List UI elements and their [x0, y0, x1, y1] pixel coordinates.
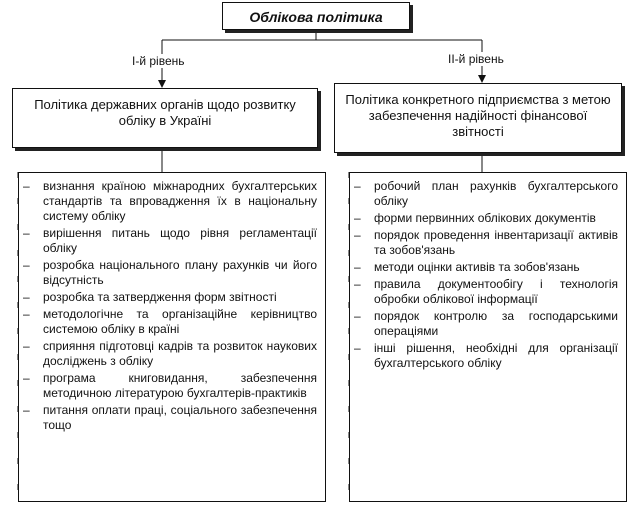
list-item: – робочий план рахунків бухгалтерського обліку [360, 179, 618, 209]
list-item: – порядок контролю за господарськими операціями [360, 309, 618, 339]
left-heading-box [12, 88, 318, 148]
title-text: Облікова політика [249, 9, 383, 25]
list-item: – правила документообігу і технологія обробки облікової інформації [360, 277, 618, 307]
list-item: – методологічне та організаційне керівництво системою обліку в країні [29, 307, 317, 337]
list-item: – методи оцінки активів та зобов'язань [360, 260, 618, 275]
left-list-box [18, 172, 326, 502]
list-item: – форми первинних облікових документів [360, 211, 618, 226]
list-item: – інші рішення, необхідні для організації бухгалтерського обліку [360, 341, 618, 371]
list-item: – розробка національного плану рахунків чи його відсутність [29, 258, 317, 288]
list-item: – розробка та затвердження форм звітності [29, 290, 317, 305]
diagram-title [222, 2, 410, 30]
left-heading: Політика державних органів щодо розвитку обліку в Україні [34, 97, 296, 128]
list-item: – сприяння підготовці кадрів та розвиток наукових досліджень з обліку [29, 339, 317, 369]
right-heading-box [334, 83, 622, 153]
left-item-list [19, 173, 325, 439]
list-item: – програма книговидання, забезпечення методичною літературою бухгалтерів-практиків [29, 371, 317, 401]
right-level-label: ІІ-й рівень [448, 52, 504, 66]
right-item-list [350, 173, 626, 377]
list-item: – вирішення питань щодо рівня регламентації обліку [29, 226, 317, 256]
list-item: – визнання країною міжнародних бухгалтерських стандартів та впровадження їх в національну систему обліку [29, 179, 317, 224]
left-level-label: І-й рівень [132, 54, 185, 68]
right-heading: Політика конкретного підприємства з метою забезпечення надійності фінансової звітності [345, 92, 611, 139]
right-list-box [349, 172, 627, 502]
list-item: – питання оплати праці, соціального забезпечення тощо [29, 403, 317, 433]
list-item: – порядок проведення інвентаризації активів та зобов'язань [360, 228, 618, 258]
